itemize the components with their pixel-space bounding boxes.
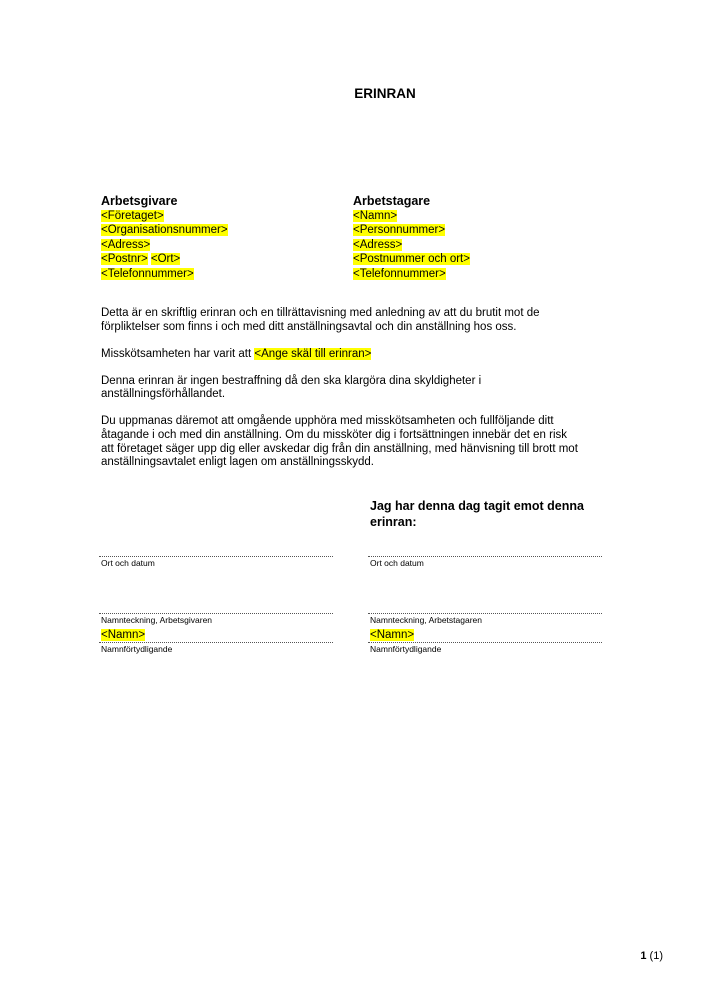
document-title: ERINRAN xyxy=(354,86,416,101)
signature-employee-caption: Namnteckning, Arbetstagaren xyxy=(370,615,482,625)
reason-placeholder: <Ange skäl till erinran> xyxy=(254,347,372,360)
employee-block xyxy=(353,194,470,281)
employer-org-number: <Organisationsnummer> xyxy=(101,224,228,237)
paragraph-1: Detta är en skriftlig erinran och en tillrättavisning med anledning av att du brutit mot de förpliktelser som finns i och med ditt anställningsavtal och din anställning hos oss. xyxy=(101,307,540,333)
name-clarification-caption: Namnförtydligande xyxy=(101,644,173,654)
paragraph-2-prefix: Misskötsamheten har varit att xyxy=(101,347,255,360)
employer-signer-name: <Namn> xyxy=(101,629,146,641)
place-date-caption: Ort och datum xyxy=(101,558,155,568)
signature-line xyxy=(368,613,602,614)
signature-employer-caption: Namnteckning, Arbetsgivaren xyxy=(101,615,213,625)
signature-line xyxy=(368,642,602,643)
signature-line xyxy=(99,642,333,643)
employee-address: <Adress> xyxy=(353,238,403,251)
paragraph-4: Du uppmanas däremot att omgående upphöra med misskötsamheten och fullföljande ditt åtagande i och med din anställning. Om du missköter dig i fortsättningen innebär det en risk att företaget säger upp dig eller avskedar dig från din anställning, med hänvisning till brott mot anställningsavtalet enligt lagen om anställningsskydd. xyxy=(101,415,578,469)
body-text xyxy=(101,307,581,483)
place-date-caption: Ort och datum xyxy=(370,558,424,568)
employer-postnr: <Postnr> xyxy=(101,253,148,266)
employer-city: <Ort> xyxy=(150,253,181,266)
signature-line xyxy=(368,556,602,557)
confirmation-text: Jag har denna dag tagit emot denna erinran: xyxy=(370,499,584,529)
signature-line xyxy=(99,556,333,557)
paragraph-3: Denna erinran är ingen bestraffning då den ska klargöra dina skyldigheter i anställningsförhållandet. xyxy=(101,374,482,401)
employer-company: <Företaget> xyxy=(101,210,164,222)
page-number: 1 (1) xyxy=(640,950,663,962)
employer-phone: <Telefonnummer> xyxy=(101,267,194,280)
employee-signer-name: <Namn> xyxy=(370,629,415,641)
employee-phone: <Telefonnummer> xyxy=(353,267,446,280)
employee-name: <Namn> xyxy=(353,210,398,222)
employer-heading: Arbetsgivare xyxy=(101,194,178,208)
employee-postal: <Postnummer och ort> xyxy=(353,253,470,266)
paragraph-2 xyxy=(101,348,581,362)
employer-address: <Adress> xyxy=(101,238,151,251)
name-clarification-caption: Namnförtydligande xyxy=(370,644,442,654)
signature-line xyxy=(99,613,333,614)
employee-heading: Arbetstagare xyxy=(353,194,431,208)
employee-personal-number: <Personnummer> xyxy=(353,224,446,237)
employer-block xyxy=(101,194,228,281)
